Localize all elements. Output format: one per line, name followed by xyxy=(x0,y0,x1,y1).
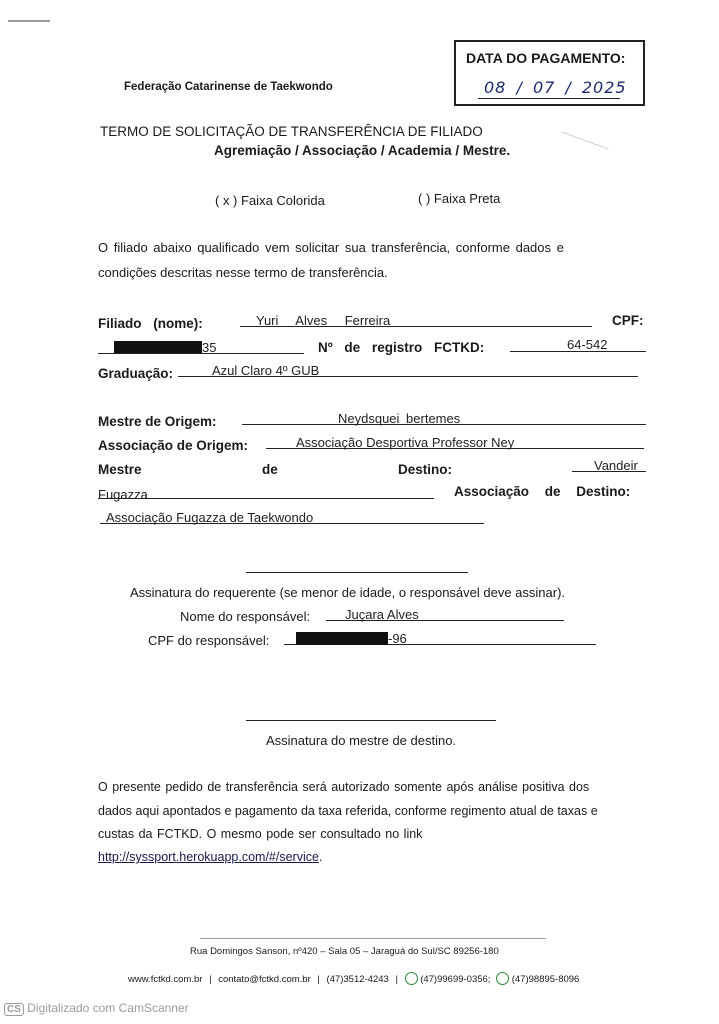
requester-signature-line xyxy=(246,572,468,573)
mestre-destino-underline-2 xyxy=(98,498,434,499)
mestre-destino-value-1: Vandeir xyxy=(594,458,638,473)
camscanner-watermark xyxy=(4,1001,189,1016)
camscanner-text: Digitalizado com CamScanner xyxy=(27,1001,189,1015)
payment-year: 2025 xyxy=(581,78,627,97)
document-title: TERMO DE SOLICITAÇÃO DE TRANSFERÊNCIA DE FILIADO xyxy=(100,124,483,139)
assoc-destino-value: Associação Fugazza de Taekwondo xyxy=(106,510,314,525)
assoc-origem-value: Associação Desportiva Professor Ney xyxy=(296,435,515,450)
footer-divider-char: | xyxy=(209,974,212,985)
footer-phone: (47)3512-4243 xyxy=(326,974,389,985)
assoc-destino-label: Associação de Destino: xyxy=(454,484,631,499)
assoc-origem-label: Associação de Origem: xyxy=(98,438,249,453)
registro-value: 64-542 xyxy=(567,337,608,352)
payment-day: 08 xyxy=(484,78,507,97)
payment-date-value xyxy=(484,78,627,97)
footer-contacts xyxy=(128,972,579,985)
scan-artifact-mid-right xyxy=(561,131,608,149)
scan-artifact-top-left xyxy=(8,20,50,22)
mestre-origem-label: Mestre de Origem: xyxy=(98,414,217,429)
graduacao-label: Graduação: xyxy=(98,366,174,381)
footer-divider-char: | xyxy=(395,974,398,985)
payment-month: 07 xyxy=(532,78,556,97)
footer-divider xyxy=(200,938,546,939)
resp-cpf-value-end: -96 xyxy=(388,631,407,646)
service-link[interactable]: http://syssport.herokuapp.com/#/service xyxy=(98,850,319,864)
date-separator: / xyxy=(565,78,572,97)
payment-date-box xyxy=(454,40,645,106)
notice-link-tail: . xyxy=(318,850,323,864)
payment-date-label: DATA DO PAGAMENTO: xyxy=(466,50,626,66)
resp-name-value: Juçara Alves xyxy=(345,607,419,622)
option-label: Faixa Colorida xyxy=(241,193,325,208)
graduacao-value: Azul Claro 4º GUB xyxy=(212,363,320,378)
resp-cpf-redaction xyxy=(296,632,388,645)
notice-line-1: O presente pedido de transferência será autorizado somente após análise positiva dos xyxy=(98,780,590,794)
federation-name: Federação Catarinense de Taekwondo xyxy=(124,81,333,93)
mestre-origem-value: Neydsquei bertemes xyxy=(338,411,461,426)
payment-date-underline xyxy=(478,98,620,99)
intro-line-1: O filiado abaixo qualificado vem solicitar sua transferência, conforme dados e xyxy=(98,240,564,255)
option-mark-empty: ( ) xyxy=(418,191,431,206)
option-mark-checked: ( x ) xyxy=(215,193,238,208)
footer-email[interactable]: contato@fctkd.com.br xyxy=(218,974,311,985)
resp-name-label: Nome do responsável: xyxy=(180,609,311,624)
resp-cpf-label: CPF do responsável: xyxy=(148,633,270,648)
mestre-destino-label-2: de xyxy=(262,462,278,477)
footer-whatsapp-1: (47)99699-0356; xyxy=(420,974,491,985)
document-subtitle: Agremiação / Associação / Academia / Mestre. xyxy=(214,143,511,158)
registro-label: Nº de registro FCTKD: xyxy=(318,340,485,355)
footer-whatsapp-2: (47)98895-8096 xyxy=(511,974,580,985)
mestre-destino-label-1: Mestre xyxy=(98,462,142,477)
mestre-destino-label-3: Destino: xyxy=(398,462,452,477)
date-separator: / xyxy=(516,78,523,97)
notice-line-2: dados aqui apontados e pagamento da taxa referida, conforme regimento atual de taxas e xyxy=(98,804,598,818)
filiado-value: Yuri Alves Ferreira xyxy=(256,313,391,328)
master-signature-line xyxy=(246,720,496,721)
camscanner-logo-icon: CS xyxy=(4,1003,24,1016)
whatsapp-icon xyxy=(405,972,418,985)
mestre-destino-value-2: Fugazza xyxy=(98,487,148,502)
whatsapp-icon xyxy=(496,972,509,985)
intro-line-2: condições descritas nesse termo de transferência. xyxy=(98,265,388,280)
cpf-underline xyxy=(98,353,304,354)
requester-signature-caption: Assinatura do requerente (se menor de idade, o responsável deve assinar). xyxy=(130,585,566,600)
footer-address: Rua Domingos Sanson, nº420 – Sala 05 – Jaraguá do Sul/SC 89256-180 xyxy=(190,946,499,957)
filiado-label: Filiado (nome): xyxy=(98,316,203,331)
cpf-value-end: 35 xyxy=(202,340,217,355)
notice-line-3: custas da FCTKD. O mesmo pode ser consultado no link xyxy=(98,827,423,841)
option-faixa-preta xyxy=(418,191,500,206)
notice-link-line xyxy=(98,850,322,864)
option-faixa-colorida xyxy=(215,193,325,208)
footer-divider-char: | xyxy=(317,974,320,985)
option-label: Faixa Preta xyxy=(433,191,501,206)
footer-site[interactable]: www.fctkd.com.br xyxy=(128,974,203,985)
master-signature-caption: Assinatura do mestre de destino. xyxy=(266,733,457,748)
cpf-label: CPF: xyxy=(612,313,644,328)
